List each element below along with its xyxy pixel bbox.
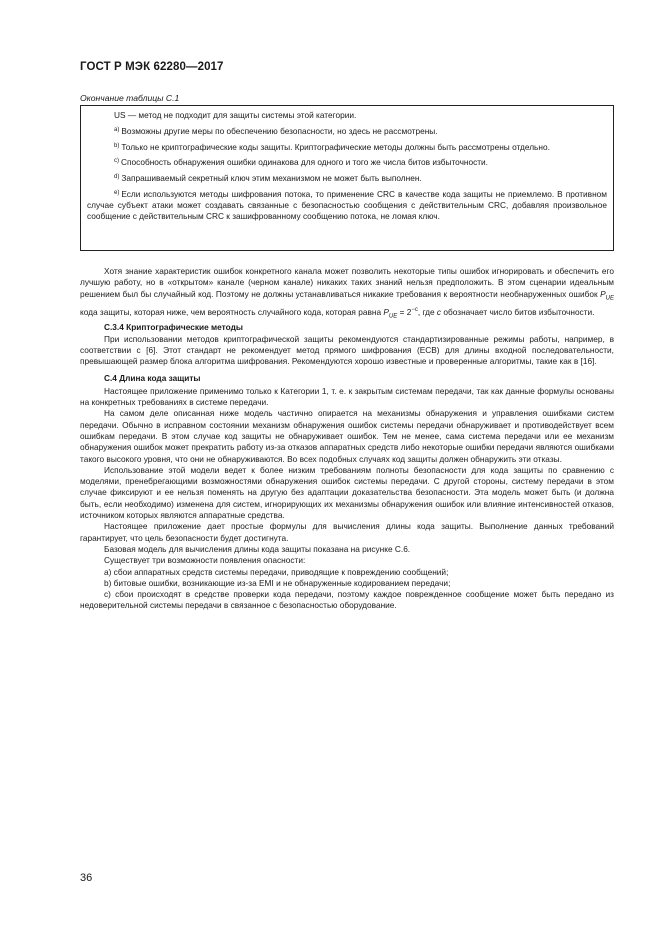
paragraph-model-description: На самом деле описанная ниже модель частично опирается на механизмы обнаружения и управления ошибками систем передачи. Обычно в исправном состоянии механизм обнаружения ошибок системы передачи обнаруживает и противодействует всем ошибкам передачи. В этом случае код защиты не обнаруживает ошибок. Тем не менее, сама система передачи или ее механизм обнаружения ошибок может прекратить работу из-за отказов аппаратных средств либо некоторые ошибки передачи являются ошибками такого высокого уровня, что они не обнаруживаются. Во всех подобных случаях код защиты должен обнаружить эти отказы. (80, 408, 614, 464)
note-a-text: Возможны другие меры по обеспечению безопасности, но здесь не рассмотрены. (121, 125, 438, 136)
p1-var-c: c (436, 306, 442, 317)
paragraph-hazard-intro: Существует три возможности появления опасности: (104, 555, 306, 566)
footnote-mark-e: e) (114, 189, 120, 196)
paragraph-base-model: Базовая модель для вычисления длины кода защиты показана на рисунке С.6. (104, 543, 411, 554)
note-c (87, 156, 607, 168)
note-us: US — метод не подходит для защиты системы этой категории. (114, 110, 357, 120)
document-header: ГОСТ Р МЭК 62280—2017 (80, 61, 224, 73)
note-d (87, 172, 607, 184)
note-e (87, 188, 607, 223)
p1-part-b: кода защиты, которая ниже, чем вероятность случайного кода, которая равна (80, 306, 382, 317)
paragraph-crypto-methods: При использовании методов криптографической защиты рекомендуются стандартизированные режимы работы, например, в соответствии с [6]. Этот стандарт не рекомендует метод прямого шифрования (ECB) для длины входной последовательности, превышающей размер блока алгоритма шифрования. Рекомендуются хорошо известные и проверенные алгоритмы, такие как в [16]. (80, 333, 614, 367)
p1-part-c: , где (417, 306, 435, 317)
p1-eq: = 2 (399, 306, 412, 317)
list-item-a: а) сбои аппаратных средств системы передачи, приводящие к повреждению сообщений; (104, 566, 449, 577)
section-heading-c34: С.3.4 Криптографические методы (104, 322, 243, 333)
table-caption: Окончание таблицы С.1 (80, 93, 180, 103)
paragraph-error-characteristics (80, 266, 614, 322)
paragraph-category-1: Настоящее приложение применимо только к Категории 1, т. е. к закрытым системам передачи, так как данные формулы основаны на конкретных требованиях в системе передачи. (80, 385, 614, 408)
note-d-text: Запрашиваемый секретный ключ этим механизмом не может быть выполнен. (121, 173, 422, 184)
note-e-text: Если используются методы шифрования потока, то применение CRC в качестве кода защиты не приемлемо. В противном случае субъект атаки может создавать связанные с безопасностью сообщения с действительным CRC, добавляя произвольное сообщение с действительным CRC к зашифрованному сообщению потока, не ломая ключ. (87, 188, 607, 222)
p1-var-p: P (600, 288, 606, 299)
footnote-mark-a: a) (114, 126, 120, 133)
p1-sub-ue: UE (605, 295, 614, 302)
p1-sub-ue2: UE (388, 312, 398, 319)
footnote-mark-b: b) (114, 142, 120, 149)
footnote-mark-c: c) (114, 158, 119, 165)
p1-part-a: Хотя знание характеристик ошибок конкретного канала может позволить некоторые типы ошибок игнорировать и обеспечить его лучшую работу, но в «открытом» канале (черном канале) никаких таких знаний нельзя предположить. В этом сценарии идеальным решением был бы случайный код. Поэтому не должны устанавливаться никакие требования к вероятности необнаруженных ошибок (80, 266, 614, 299)
table-notes-box (80, 105, 614, 251)
note-b (87, 141, 607, 153)
p1-sup: −c (411, 306, 418, 313)
p1-var-p2: P (383, 306, 389, 317)
p1-part-d: обозначает число битов избыточности. (443, 306, 595, 317)
body-text (80, 266, 614, 612)
list-item-c: с) сбои происходят в средстве проверки кода передачи, поэтому каждое поврежденное сообщение может быть передано из недоверительной системы передачи в связанное с безопасностью оборудование. (80, 589, 614, 611)
paragraph-model-usage: Использование этой модели ведет к более низким требованиям полноты безопасности для кода защиты по сравнению с моделями, пренебрегающими возможностями обнаружения ошибок системы передачи. С другой стороны, систему передачи в этом случае фиксируют и ее нельзя поменять на другую без адаптации доказательства безопасности. Эта модель может быть (и должна быть, если необходимо) изменена для систем, игнорирующих их механизмы обнаружения ошибок или влияние интенсивностей отказов, источником которых являются аппаратные средства. (80, 464, 614, 521)
section-heading-c4: С.4 Длина кода защиты (104, 373, 201, 384)
footnote-mark-d: d) (114, 174, 120, 181)
note-b-text: Только не криптографические коды защиты. Криптографические методы должны быть рассмотрены отдельно. (121, 141, 550, 152)
page-number: 36 (80, 872, 93, 884)
note-c-text: Способность обнаружения ошибки одинакова для одного и того же числа битов избыточности. (121, 157, 488, 168)
paragraph-formulas: Настоящее приложение дает простые формулы для вычисления длины кода защиты. Выполнение данных требований гарантирует, что цель безопасности будет достигнута. (80, 521, 614, 543)
list-item-b: b) битовые ошибки, возникающие из-за EMI и не обнаруженные кодированием передачи; (104, 577, 451, 588)
note-a (87, 125, 607, 137)
